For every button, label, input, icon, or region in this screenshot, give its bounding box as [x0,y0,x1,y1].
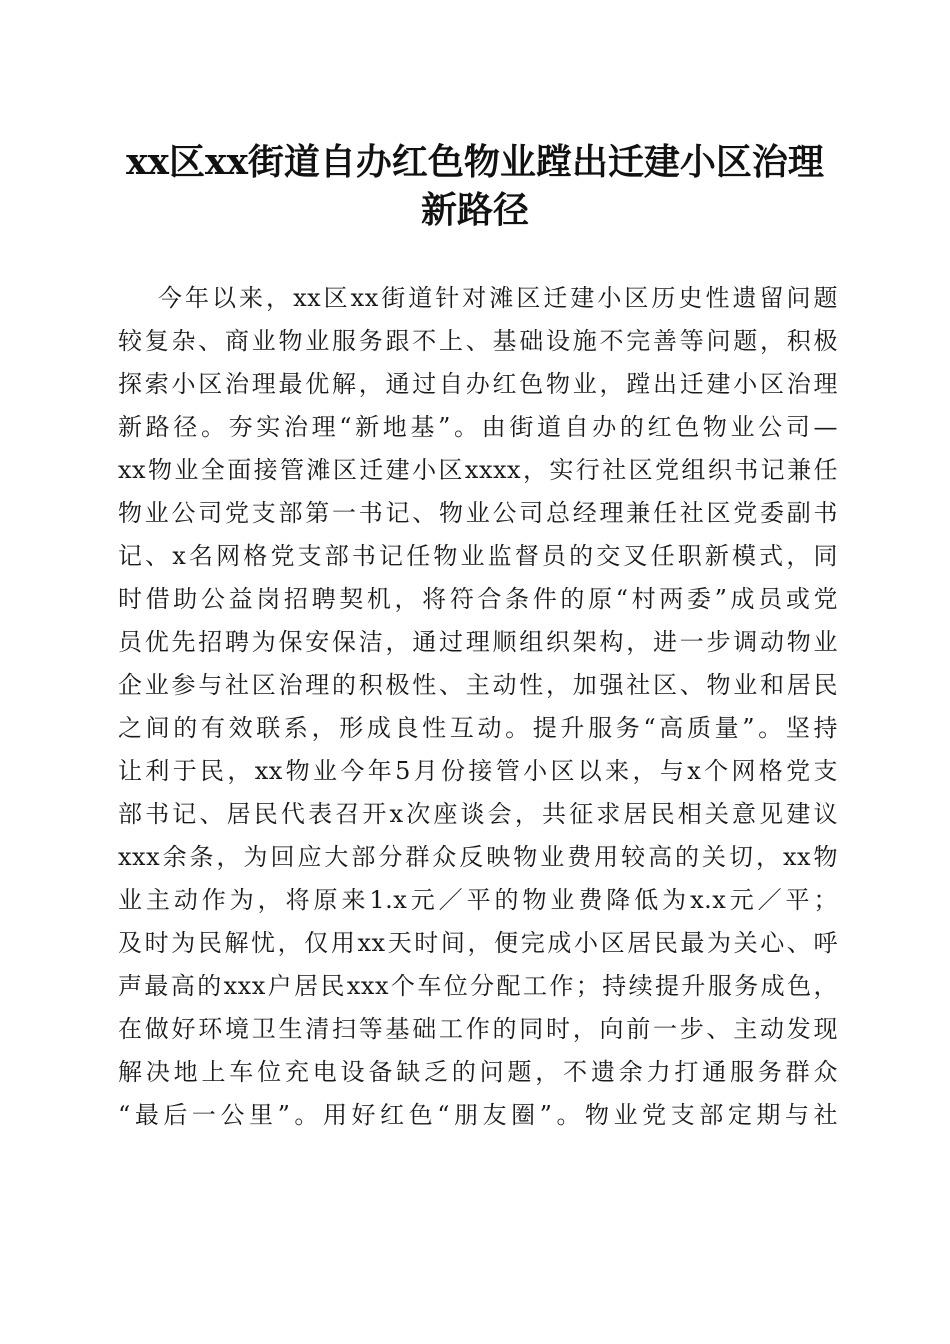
title-line-2: 新路径 [420,189,529,231]
body-line: “最后一公里”。用好红色“朋友圈”。物业党支部定期与社 [118,1101,838,1129]
body-line: 解决地上车位充电设备缺乏的问题，不遗余力打通服务群众 [118,1058,838,1086]
body-line: 声最高的xxx户居民xxx个车位分配工作；持续提升服务成色， [118,972,838,1000]
document-title [100,138,850,234]
body-paragraph [118,277,838,1137]
body-line: 之间的有效联系，形成良性互动。提升服务“高质量”。坚持 [118,714,838,742]
body-line: 在做好环境卫生清扫等基础工作的同时，向前一步、主动发现 [118,1015,838,1043]
body-line: xx物业全面接管滩区迁建小区xxxx，实行社区党组织书记兼任 [118,456,838,484]
body-line: 及时为民解忧，仅用xx天时间，便完成小区居民最为关心、呼 [118,929,838,957]
body-line: xxx余条，为回应大部分群众反映物业费用较高的关切，xx物 [118,843,838,871]
body-line: 时借助公益岗招聘契机，将符合条件的原“村两委”成员或党 [118,585,838,613]
body-line: 让利于民，xx物业今年5月份接管小区以来，与x个网格党支 [118,757,838,785]
body-line: 业主动作为，将原来1.x元／平的物业费降低为x.x元／平； [118,886,838,914]
body-line: 部书记、居民代表召开x次座谈会，共征求居民相关意见建议 [118,800,838,828]
body-line: 较复杂、商业物业服务跟不上、基础设施不完善等问题，积极 [118,327,838,355]
body-line: 新路径。夯实治理“新地基”。由街道自办的红色物业公司— [118,413,838,441]
body-line: 物业公司党支部第一书记、物业公司总经理兼任社区党委副书 [118,499,838,527]
body-line: 今年以来，xx区xx街道针对滩区迁建小区历史性遗留问题 [158,284,838,312]
body-line: 记、x名网格党支部书记任物业监督员的交叉任职新模式，同 [118,542,838,570]
body-line: 员优先招聘为保安保洁，通过理顺组织架构，进一步调动物业 [118,628,838,656]
body-line: 企业参与社区治理的积极性、主动性，加强社区、物业和居民 [118,671,838,699]
body-line: 探索小区治理最优解，通过自办红色物业，蹚出迁建小区治理 [118,370,838,398]
title-line-1: xx区xx街道自办红色物业蹚出迁建小区治理 [126,141,824,183]
